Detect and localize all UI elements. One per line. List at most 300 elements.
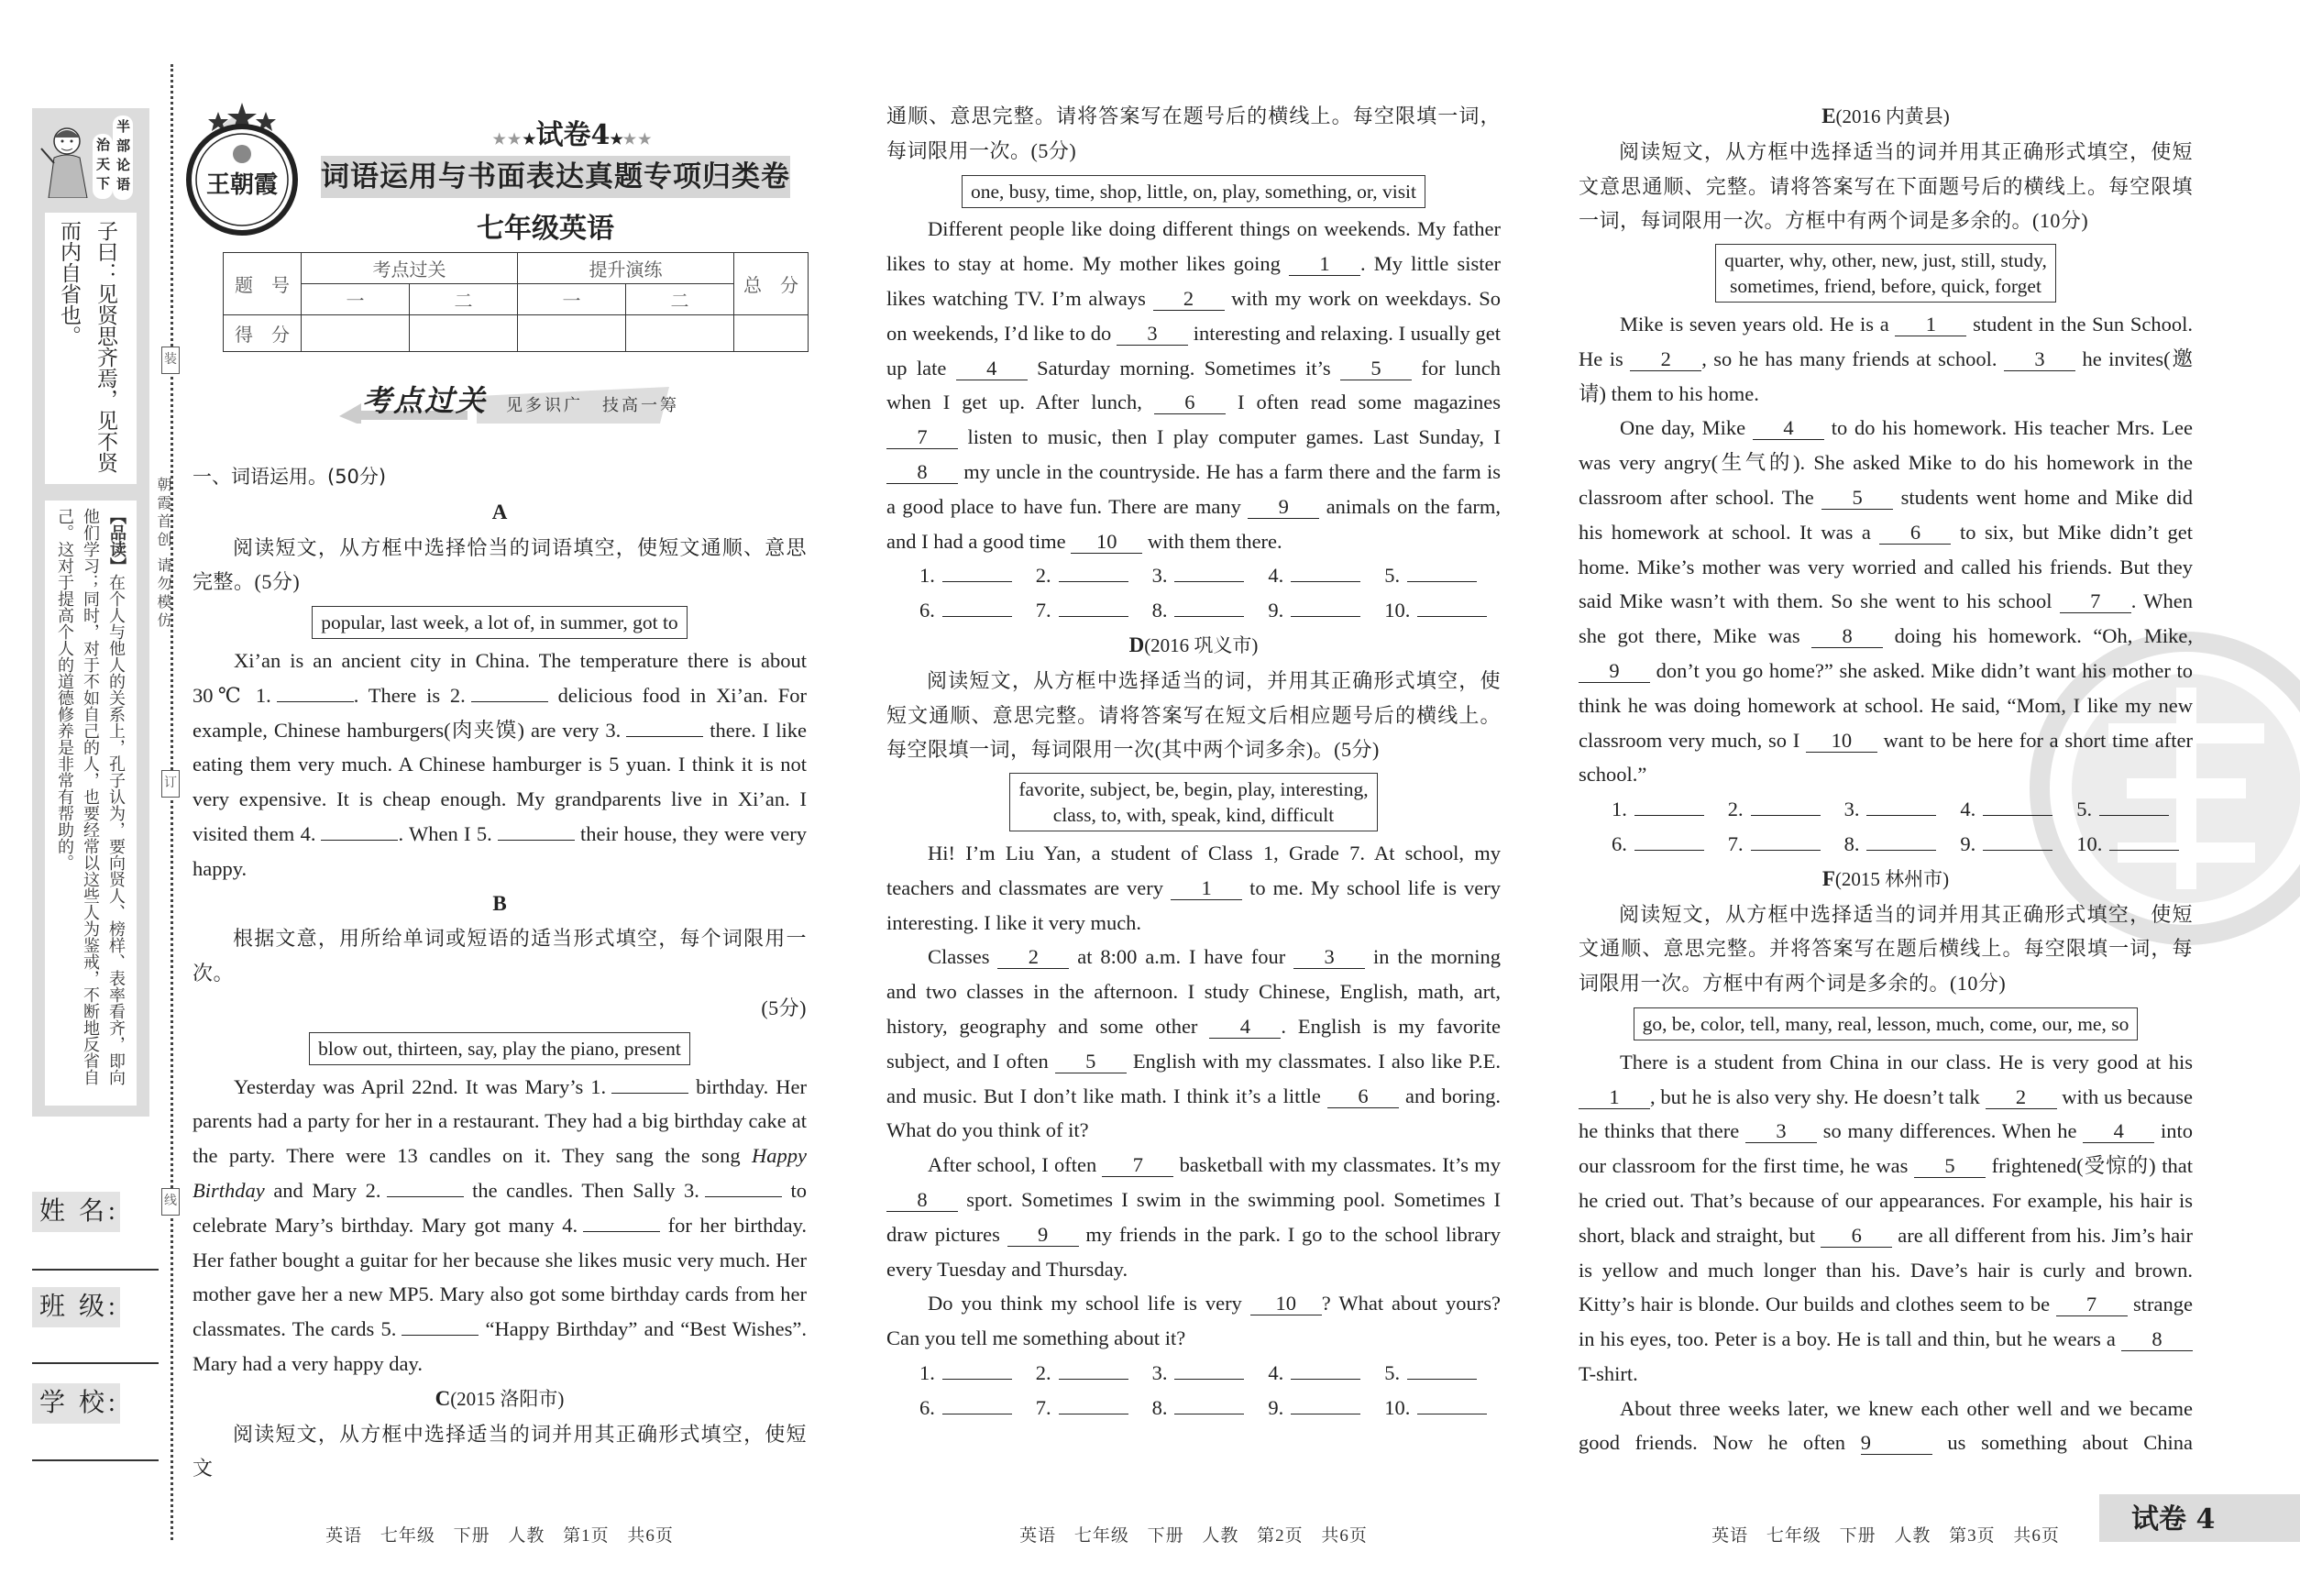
numbered-blank: 4	[1753, 417, 1824, 440]
numbered-blank: 5	[1821, 487, 1893, 510]
numbered-blank: 2	[1630, 348, 1701, 371]
passage-text: Do you think my school life is very	[928, 1292, 1250, 1315]
passage-text: doing his homework. “Oh, Mike,	[1883, 624, 2194, 648]
passage-text: with them there.	[1142, 529, 1282, 553]
answer-line[interactable]	[1866, 795, 1936, 816]
answer-line[interactable]	[1407, 561, 1477, 582]
answer-number: 3.	[1151, 564, 1168, 588]
answer-number: 9.	[1268, 599, 1284, 622]
passage-text: ? What about yours? Can you tell me something about it?	[886, 1292, 1502, 1350]
answer-number: 3.	[1843, 798, 1860, 821]
school-line[interactable]	[32, 1459, 159, 1461]
answer-item	[1152, 1391, 1269, 1425]
blank-line	[402, 1316, 479, 1336]
passage-text: students went home and Mike did his homework at school. It was a	[1579, 485, 2193, 544]
total-header: 总 分	[734, 253, 809, 315]
passage-paragraph	[886, 1148, 1501, 1286]
name-label: 姓 名:	[32, 1192, 120, 1232]
answer-line[interactable]	[1174, 1359, 1244, 1380]
passage-text: their house, they were very happy.	[193, 821, 807, 880]
numbered-blank: 4	[956, 358, 1028, 380]
numbered-blank: 10	[1071, 531, 1142, 554]
answer-line[interactable]	[1291, 596, 1360, 617]
passage-text: are all different from his. Jim’s hair is yellow and much longer than his. Dave’s hair is curly and brown. Kitty’s hair is blonde. Our builds and clothes seem to be	[1579, 1223, 2194, 1316]
passage-text: . When she got there, Mike was	[1579, 589, 2193, 648]
answer-item	[1036, 1356, 1152, 1391]
answer-line[interactable]	[1291, 561, 1360, 582]
blank-number: 2.	[365, 1178, 381, 1202]
blank-line	[705, 1178, 782, 1197]
class-line[interactable]	[32, 1362, 159, 1364]
blank-number: 1.	[590, 1074, 607, 1098]
answer-number: 8.	[1843, 831, 1860, 855]
passage-text: “Happy Birthday” and “Best Wishes”. Mary had a very happy day.	[193, 1317, 808, 1375]
instruction: 阅读短文，从方框中选择适当的词并用其正确形式填空，使短文	[193, 1422, 807, 1480]
numbered-blank: 1	[1289, 253, 1360, 276]
answer-line[interactable]	[1059, 1393, 1128, 1414]
passage-paragraph	[1579, 411, 2193, 792]
section-title	[886, 628, 1501, 664]
answer-number: 5.	[1384, 1360, 1401, 1384]
commentary-label: 【品读】	[107, 508, 127, 574]
name-line[interactable]	[32, 1269, 159, 1271]
word-box	[1009, 773, 1377, 831]
confucius-cartoon-icon	[39, 121, 96, 198]
passage-text: , so he has many friends at school.	[1701, 347, 2004, 370]
passage-text: basketball with my classmates. It’s my	[1173, 1153, 1501, 1177]
answer-line[interactable]	[1059, 561, 1128, 582]
answer-item	[2076, 792, 2193, 827]
numbered-blank: 3	[1117, 323, 1188, 346]
answer-item	[919, 1391, 1036, 1425]
section-letter: F	[1821, 866, 1835, 890]
numbered-blank: 3	[1293, 946, 1365, 969]
blank-line	[611, 1074, 688, 1094]
word-box-wrap	[886, 174, 1501, 209]
answer-number: 8.	[1151, 1395, 1168, 1419]
answer-line[interactable]	[1174, 596, 1244, 617]
answer-line[interactable]	[1983, 795, 2052, 816]
blank-line	[387, 1178, 464, 1197]
numbered-blank: 9	[1248, 496, 1319, 519]
passage-text: I often read some magazines	[1225, 391, 1502, 414]
answer-number: 6.	[919, 1395, 935, 1419]
answer-item	[1268, 1356, 1384, 1391]
answer-item	[1384, 1356, 1501, 1391]
answer-line[interactable]	[1983, 830, 2052, 851]
answer-item	[1844, 827, 1961, 862]
binding-dotted-line	[171, 64, 173, 1540]
numbered-blank: 4	[2083, 1120, 2154, 1143]
passage-text: About three weeks later, we knew each other well and we became good friends. Now he often	[1579, 1396, 2193, 1455]
word-box-line: favorite, subject, be, begin, play, interesting,	[1018, 778, 1369, 801]
passage-text: for her birthday. Her father bought a guitar for her because she likes music very much. Her mother gave her a new MP5. Mary also got some birthday cards from her classmates. The cards	[193, 1213, 807, 1341]
paper-label-text: 试卷4	[535, 119, 611, 151]
numbered-blank: 2	[1986, 1086, 2057, 1109]
section-letter: E	[1821, 105, 1836, 127]
answer-line[interactable]	[2109, 830, 2179, 851]
score-table	[223, 252, 809, 352]
quote-box	[45, 213, 137, 484]
passage-text: After school, I often	[928, 1153, 1103, 1177]
instruction: 通顺、意思完整。请将答案写在题号后的横线上。每空限填一词，每词限用一次。(5分)	[886, 105, 1501, 162]
section-title	[193, 886, 807, 922]
passage-paragraph	[1579, 1045, 2193, 1392]
passage-text: into our classroom for the first time, he was	[1579, 1119, 2193, 1178]
answer-item	[1844, 792, 1961, 827]
numbered-blank: 10	[1806, 730, 1877, 753]
answer-line[interactable]	[942, 561, 1012, 582]
blank-line	[626, 718, 703, 737]
section-source: (2016 巩义市)	[1144, 633, 1259, 656]
answer-line[interactable]	[942, 1393, 1012, 1414]
subcol-header: 一	[302, 284, 410, 315]
word-box-wrap	[886, 773, 1501, 832]
numbered-blank: 1	[1895, 314, 1966, 336]
motto-left: 治天下	[93, 134, 113, 199]
answer-line[interactable]	[1174, 561, 1244, 582]
section-title	[1579, 862, 2193, 897]
column-2	[886, 99, 1501, 1425]
passage-text: at 8:00 a.m. I have four	[1069, 945, 1294, 969]
blank-number: 3.	[605, 718, 622, 742]
word-box	[962, 175, 1425, 208]
answer-item	[1268, 558, 1384, 593]
passage-text: Yesterday was April 22nd. It was Mary’s	[234, 1074, 591, 1098]
numbered-blank: 9	[1007, 1224, 1079, 1247]
passage-text: so many differences. When he	[1816, 1119, 2084, 1143]
banner-slogan: 见多识广 技高一筹	[506, 396, 679, 414]
answer-item	[1728, 792, 1844, 827]
answer-number: 3.	[1151, 1360, 1168, 1384]
blank-number: 4.	[562, 1213, 578, 1237]
numbered-blank: 8	[886, 461, 958, 484]
answer-number: 1.	[919, 564, 935, 588]
row-header: 题 号	[224, 253, 302, 315]
corner-badge: 试卷 4	[2131, 1503, 2216, 1535]
section-title	[1579, 99, 2193, 135]
answer-item	[919, 593, 1036, 628]
page-footer: 英语 七年级 下册 人教 第2页 共6页	[1019, 1526, 1368, 1546]
passage-text: Xi’an is an ancient city in China. The temperature there is about 30℃	[193, 648, 807, 707]
answer-line[interactable]	[942, 596, 1012, 617]
numbered-blank: 6	[1154, 391, 1226, 414]
answer-item	[1268, 593, 1384, 628]
answer-line[interactable]	[1407, 1359, 1477, 1380]
numbered-blank: 5	[1340, 358, 1412, 380]
passage-text: to celebrate Mary’s birthday. Mary got many	[193, 1178, 807, 1237]
answer-number: 10.	[1384, 1395, 1411, 1419]
answer-number: 5.	[1384, 564, 1401, 588]
score-cell[interactable]	[410, 315, 518, 352]
passage-text: birthday. Her parents had a party for her in a restaurant. They had a big birthday cake at the party. There were 13 candles on it. They sang the song	[193, 1074, 808, 1168]
passage-text: . When I	[398, 821, 477, 845]
confucius-quote: 子曰：见贤思齐焉，见不贤而内自省也。	[57, 220, 117, 473]
song-title: Happy Birthday	[193, 1144, 807, 1202]
page-footer: 英语 七年级 下册 人教 第3页 共6页	[1711, 1526, 2060, 1546]
publisher-logo	[183, 103, 301, 238]
answer-number: 2.	[1035, 1360, 1051, 1384]
passage-paragraph	[886, 212, 1501, 558]
answer-number: 9.	[1268, 1395, 1284, 1419]
answer-number: 1.	[1612, 798, 1627, 821]
answer-number: 2.	[1727, 798, 1744, 821]
passage-text: the candles. Then Sally	[463, 1178, 685, 1202]
answer-item	[1152, 1356, 1269, 1391]
blank-number: 5.	[476, 821, 492, 845]
answer-item	[1960, 827, 2076, 862]
answer-number: 10.	[1384, 599, 1411, 622]
blank-line	[277, 683, 354, 702]
passage-text: for lunch when I get up. After lunch,	[886, 356, 1501, 414]
passage-paragraph	[886, 1286, 1501, 1356]
word-box	[309, 1032, 690, 1065]
answer-lines	[886, 1356, 1501, 1425]
numbered-blank: 7	[2060, 590, 2131, 613]
passage-text: animals on the farm, and I had a good time	[886, 494, 1502, 553]
score-row-label: 得 分	[224, 315, 302, 352]
numbered-blank: 8	[2121, 1328, 2193, 1351]
answer-line[interactable]	[1059, 596, 1128, 617]
blank-line	[498, 821, 575, 841]
passage-text: . English is my favorite subject, and I often	[886, 1014, 1501, 1073]
commentary	[52, 508, 129, 1099]
answer-line[interactable]	[1866, 830, 1936, 851]
blank-number: 5.	[380, 1317, 397, 1341]
answer-item	[1152, 558, 1269, 593]
answer-item	[1384, 1391, 1501, 1425]
numbered-blank: 1	[1171, 877, 1242, 900]
answer-item	[1960, 792, 2076, 827]
word-box-wrap	[193, 1031, 807, 1066]
numbered-blank: 7	[2056, 1293, 2128, 1316]
instruction: 阅读短文，从方框中选择适当的词并用其正确形式填空，使短文通顺、意思完整。并将答案写在题后横线上。每空限填一词，每词限用一次。方框中有两个词是多余的。(10分)	[1579, 902, 2193, 996]
passage-text: English with my classmates. I also like P.E. and music. But I don’t like math. I think it’s a little	[886, 1049, 1501, 1107]
answer-item	[1036, 593, 1152, 628]
passage-paragraph	[886, 940, 1501, 1148]
passage-text: to me. My school life is very interesting. I like it very much.	[886, 875, 1501, 934]
answer-number: 4.	[1268, 564, 1284, 588]
answer-number: 4.	[1268, 1360, 1284, 1384]
instruction: 阅读短文，从方框中选择适当的词并用其正确形式填空，使短文意思通顺、完整。请将答案写在下面题号后的横线上。每空限填一词，每词限用一次。方框中有两个词是多余的。(10分)	[1579, 139, 2193, 233]
answer-item	[1152, 593, 1269, 628]
answer-item	[919, 558, 1036, 593]
blank-number: 4.	[300, 821, 316, 845]
passage-text: One day, Mike	[1620, 416, 1753, 440]
passage-text: with my work on weekdays. So on weekends, I’d like to do	[886, 286, 1501, 345]
numbered-blank: 1	[1579, 1086, 1650, 1109]
numbered-blank: 6	[1821, 1225, 1892, 1248]
answer-line[interactable]	[1059, 1359, 1128, 1380]
numbered-blank: 6	[1879, 522, 1951, 545]
numbered-blank: 9	[1579, 660, 1650, 683]
word-box-line: class, to, with, speak, kind, difficult	[1052, 804, 1335, 827]
group-header: 提升演练	[518, 253, 734, 284]
blank-number: 2.	[449, 683, 466, 707]
score-cell[interactable]	[518, 315, 626, 352]
part-heading: 一、词语运用。(50分)	[193, 466, 387, 488]
passage-text: Mike is seven years old. He is a	[1620, 312, 1896, 336]
word-box-wrap	[193, 605, 807, 640]
numbered-blank: 3	[2004, 348, 2075, 371]
class-label: 班 级:	[32, 1287, 120, 1327]
answer-item	[1268, 1391, 1384, 1425]
page-footer: 英语 七年级 下册 人教 第1页 共6页	[325, 1526, 674, 1546]
passage-text: listen to music, then I play computer games. Last Sunday, I	[958, 425, 1501, 449]
numbered-blank: 4	[1209, 1016, 1281, 1039]
answer-number: 10.	[2076, 831, 2103, 855]
passage-text: my friends in the park. I go to the school library every Tuesday and Thursday.	[886, 1222, 1502, 1281]
blank-number: 1.	[255, 683, 271, 707]
answer-item	[1728, 827, 1844, 862]
answer-item	[1384, 593, 1501, 628]
score-cell[interactable]	[734, 315, 809, 352]
section-source: (2015 洛阳市)	[450, 1387, 565, 1410]
passage-text: . There is	[353, 683, 450, 707]
answer-item	[2076, 827, 2193, 862]
blank-line	[583, 1213, 660, 1232]
answer-line[interactable]	[1291, 1393, 1360, 1414]
answer-number: 6.	[1612, 831, 1627, 855]
section-source: (2016 内黄县)	[1835, 105, 1950, 127]
school-label: 学 校:	[32, 1383, 120, 1424]
numbered-blank: 5	[1055, 1051, 1127, 1073]
answer-line[interactable]	[1634, 795, 1704, 816]
answer-item	[1036, 558, 1152, 593]
answer-line[interactable]	[1174, 1393, 1244, 1414]
commentary-text: 在个人与他人的关系上，孔子认为，要向贤人、榜样、表率看齐，即向他们学习；同时，对于不如自己的人，也要经常以这些人为鉴戒，不断地反省自己。这对于提高个人的道德修养是非常有帮助的。	[56, 508, 126, 1085]
answer-line[interactable]	[2099, 795, 2169, 816]
word-box-line: go, be, color, tell, many, real, lesson, much, come, our, me, so	[1642, 1012, 2129, 1035]
word-box	[1634, 1007, 2139, 1040]
passage-paragraph	[193, 644, 807, 886]
blank-line	[471, 683, 548, 702]
passage-paragraph	[1579, 307, 2193, 411]
numbered-blank: 7	[886, 426, 958, 449]
answer-item	[1384, 558, 1501, 593]
passage-text: interesting and relaxing. I usually get up late	[886, 321, 1501, 380]
instruction: 阅读短文，从方框中选择适当的词，并用其正确形式填空，使短文通顺、意思完整。请将答案写在短文后相应题号后的横线上。每空限填一词，每词限用一次(其中两个词多余)。(5分)	[886, 668, 1501, 762]
passage-text: in the morning and two classes in the afternoon. I study Chinese, English, math, art, history, geography and some other	[886, 945, 1502, 1038]
column-1	[193, 460, 807, 1486]
score-cell[interactable]	[626, 315, 734, 352]
passage-text: don’t you go home?” she asked. Mike didn’t want his mother to think he was doing homework at school. He said, “Mom, I like my new classroom very much, so I	[1579, 658, 2193, 752]
passage-text: to do his homework. His teacher Mrs. Lee was very angry(生气的). She asked Mike to do his homework in the classroom after school. The	[1579, 416, 2193, 509]
passage-paragraph	[193, 1070, 807, 1381]
instruction: 根据文意，用所给单词或短语的适当形式填空，每个词限用一次。	[193, 927, 807, 985]
subcol-header: 二	[410, 284, 518, 315]
answer-line[interactable]	[1751, 795, 1821, 816]
section-letter: C	[435, 1386, 451, 1410]
passage-text: T-shirt.	[1579, 1361, 1638, 1385]
binding-mark: 订	[161, 770, 180, 798]
numbered-blank: 8	[886, 1189, 958, 1212]
group-header: 考点过关	[302, 253, 518, 284]
passage-text: strange in his eyes, too. Peter is a boy. He is tall and thin, but he wears a	[1579, 1293, 2193, 1351]
answer-number: 4.	[1960, 798, 1976, 821]
passage-text: us something about China	[1931, 1431, 2193, 1455]
passage-text: . My little sister likes watching TV. I’m always	[886, 252, 1502, 310]
section-source: (2015 林州市)	[1834, 867, 1950, 890]
answer-number: 1.	[919, 1360, 935, 1384]
passage-text: sport. Sometimes I swim in the swimming pool. Sometimes I draw pictures	[886, 1187, 1501, 1246]
binding-mark: 线	[161, 1188, 180, 1216]
passage-text: and boring. What do you think of it?	[886, 1084, 1501, 1142]
word-box-line: blow out, thirteen, say, play the piano, present	[318, 1037, 681, 1060]
answer-lines	[1579, 792, 2193, 862]
passage-text: There is a student from China in our class. He is very good at his	[1620, 1050, 2193, 1073]
answer-number: 7.	[1035, 1395, 1051, 1419]
page-title: 词语运用与书面表达真题专项归类卷	[321, 156, 790, 198]
word-box-line: one, busy, time, shop, little, on, play, something, or, visit	[970, 180, 1417, 203]
word-box-line: sometimes, friend, before, quick, forget	[1730, 275, 2041, 298]
binding-mark: 装	[161, 347, 180, 374]
instruction: 阅读短文，从方框中选择恰当的词语填空，使短文通顺、意思完整。(5分)	[193, 535, 807, 594]
commentary-box	[45, 501, 137, 1106]
sidebar-panel	[32, 108, 149, 1117]
answer-number: 6.	[919, 599, 935, 622]
answer-line[interactable]	[1417, 596, 1487, 617]
subcol-header: 一	[518, 284, 626, 315]
answer-line[interactable]	[942, 1359, 1012, 1380]
passage-text: delicious food in Xi’an. For example, Chinese hamburgers(肉夹馍) are very	[193, 683, 807, 742]
numbered-blank: 6	[1327, 1085, 1399, 1108]
passage-text: , but he is also very shy. He doesn’t talk	[1650, 1084, 1986, 1108]
numbered-blank: 2	[1153, 288, 1225, 311]
word-box-wrap	[1579, 244, 2193, 303]
answer-number: 5.	[2076, 798, 2093, 821]
numbered-blank: 8	[1811, 625, 1883, 648]
subcol-header: 二	[626, 284, 734, 315]
passage-text: with us because he thinks that there	[1579, 1084, 2193, 1143]
answer-item	[1036, 1391, 1152, 1425]
blank-line	[321, 821, 398, 841]
passage-text: Hi! I’m Liu Yan, a student of Class 1, Grade 7. At school, my teachers and classmates are very	[886, 841, 1501, 899]
binding-notice: 朝霞首创 请勿模仿	[155, 477, 171, 631]
motto-right: 半部论语	[113, 116, 133, 200]
page-subtitle: 七年级英语	[477, 213, 614, 245]
passage-text: frightened(受惊的) that he cried out. That’s because of our appearances. For example, his hair is short, black and straight, but	[1579, 1154, 2193, 1247]
section-letter: B	[492, 891, 507, 915]
paper-label: ★★★试卷4★★★	[492, 119, 654, 151]
answer-line[interactable]	[1291, 1359, 1360, 1380]
answer-line[interactable]	[1751, 830, 1821, 851]
answer-line[interactable]	[1417, 1393, 1487, 1414]
answer-item	[919, 1356, 1036, 1391]
passage-text: Saturday morning. Sometimes it’s	[1027, 356, 1341, 380]
answer-lines	[886, 558, 1501, 628]
score-cell[interactable]	[302, 315, 410, 352]
numbered-blank: 9	[1861, 1432, 1932, 1455]
word-box	[312, 606, 687, 639]
column-3	[1579, 99, 2193, 1460]
word-box-line: quarter, why, other, new, just, still, study,	[1724, 249, 2047, 272]
blank-number: 3.	[684, 1178, 699, 1202]
answer-line[interactable]	[1634, 830, 1704, 851]
banner-title: 考点过关	[362, 384, 488, 417]
answer-number: 9.	[1960, 831, 1976, 855]
passage-text: there. I like eating them very much. A Chinese hamburger is 5 yuan. I think it is not very expensive. It is cheap enough. My grandparents live in Xi’an. I visited them	[193, 718, 807, 845]
section-letter: D	[1128, 633, 1145, 656]
passage-text: Different people like doing different things on weekends. My father likes to stay at home. My mother likes going	[886, 217, 1501, 276]
word-box	[1715, 244, 2056, 303]
numbered-blank: 7	[1102, 1154, 1173, 1177]
word-box-line: popular, last week, a lot of, in summer, got to	[321, 611, 678, 634]
passage-text: my uncle in the countryside. He has a farm there and the farm is a good place to have fun. There are many	[886, 459, 1501, 518]
passage-paragraph	[886, 836, 1501, 940]
passage-text: want to be here for a short time after school.”	[1579, 728, 2193, 787]
section-letter: A	[491, 500, 508, 523]
